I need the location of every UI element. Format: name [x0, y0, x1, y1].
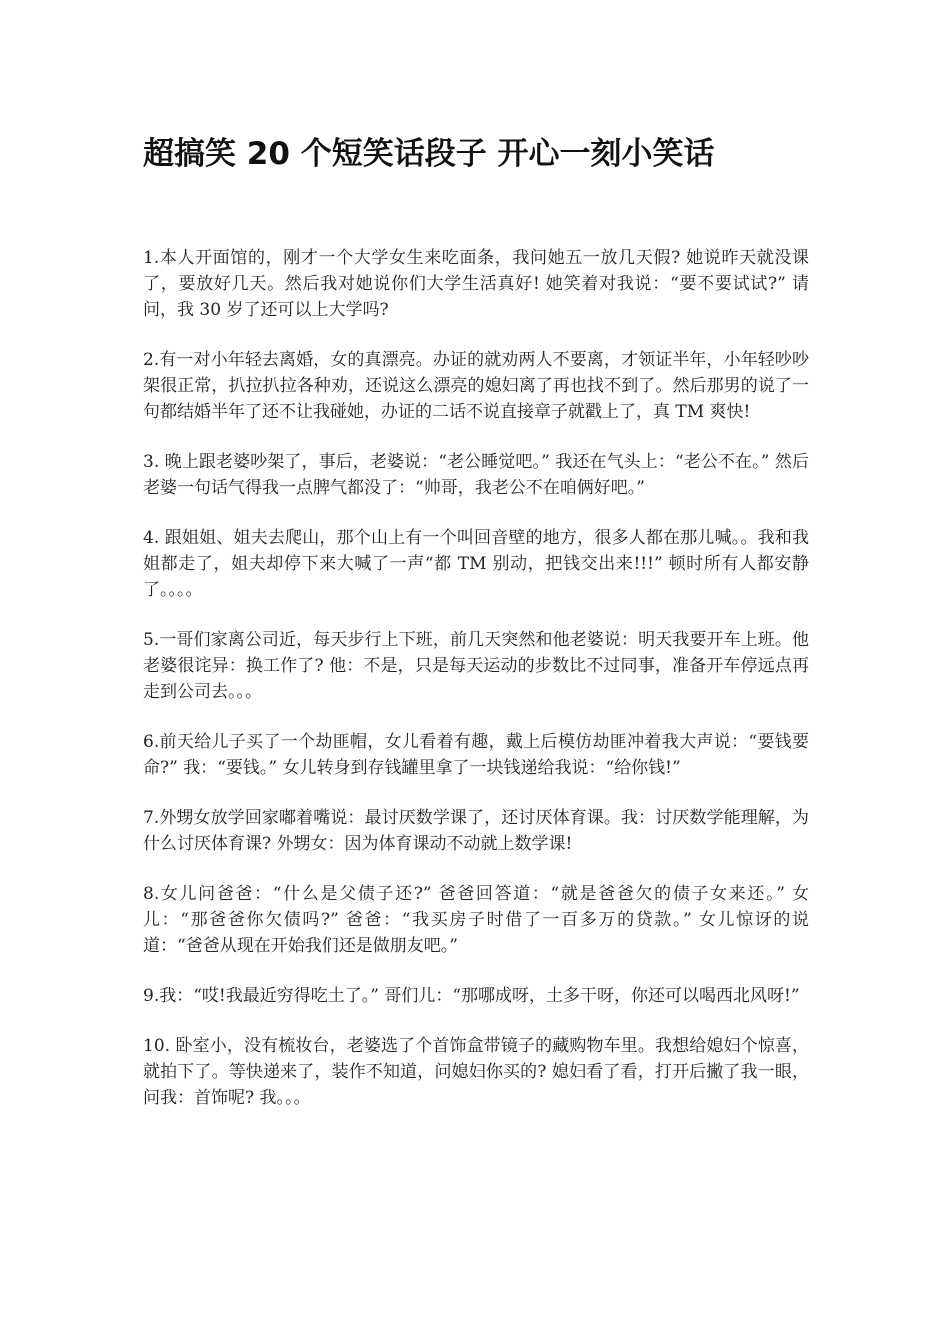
document-title: 超搞笑 20 个短笑话段子 开心一刻小笑话	[143, 136, 715, 172]
joke-paragraph-10: 10. 卧室小，没有梳妆台，老婆选了个首饰盒带镜子的藏购物车里。我想给媳妇个惊喜，就拍下了。等快递来了，装作不知道，问媳妇你买的? 媳妇看了看，打开后撇了我一眼，问我：首饰呢? 我。。。	[143, 1036, 809, 1108]
joke-paragraph-1: 1.本人开面馆的，刚才一个大学女生来吃面条，我问她五一放几天假? 她说昨天就没课了，要放好几天。然后我对她说你们大学生活真好! 她笑着对我说：“要不要试试?” 请问，我 30 岁了还可以上大学吗?	[143, 248, 809, 320]
joke-paragraph-3: 3. 晚上跟老婆吵架了，事后，老婆说：“老公睡觉吧。” 我还在气头上：“老公不在。” 然后老婆一句话气得我一点脾气都没了：“帅哥，我老公不在咱俩好吧。”	[143, 452, 809, 498]
document-body	[143, 245, 809, 1135]
joke-paragraph-2: 2.有一对小年轻去离婚，女的真漂亮。办证的就劝两人不要离，才领证半年，小年轻吵吵架很正常，扒拉扒拉各种劝，还说这么漂亮的媳妇离了再也找不到了。然后那男的说了一句都结婚半年了还不让我碰她，办证的二话不说直接章子就戳上了，真 TM 爽快!	[143, 350, 809, 422]
joke-paragraph-7: 7.外甥女放学回家嘟着嘴说：最讨厌数学课了，还讨厌体育课。我：讨厌数学能理解，为什么讨厌体育课? 外甥女：因为体育课动不动就上数学课!	[143, 808, 809, 854]
joke-paragraph-4: 4. 跟姐姐、姐夫去爬山，那个山上有一个叫回音壁的地方，很多人都在那儿喊。。我和我姐都走了，姐夫却停下来大喊了一声“都 TM 别动，把钱交出来!!!” 顿时所有人都安静了。。。。	[143, 528, 809, 600]
joke-paragraph-5: 5.一哥们家离公司近，每天步行上下班，前几天突然和他老婆说：明天我要开车上班。他老婆很诧异：换工作了? 他：不是，只是每天运动的步数比不过同事，准备开车停远点再走到公司去。。。	[143, 630, 809, 702]
joke-paragraph-9: 9.我：“哎!我最近穷得吃土了。” 哥们儿：“那哪成呀，土多干呀，你还可以喝西北风呀!”	[143, 986, 800, 1006]
joke-paragraph-8: 8.女儿问爸爸：“什么是父债子还?” 爸爸回答道：“就是爸爸欠的债子女来还。” 女儿：“那爸爸你欠债吗?” 爸爸：“我买房子时借了一百多万的贷款。” 女儿惊讶的说道：“爸爸从现在开始我们还是做朋友吧。”	[143, 884, 809, 956]
joke-paragraph-6: 6.前天给儿子买了一个劫匪帽，女儿看着有趣，戴上后模仿劫匪冲着我大声说：“要钱要命?” 我：“要钱。” 女儿转身到存钱罐里拿了一块钱递给我说：“给你钱!”	[143, 732, 809, 778]
